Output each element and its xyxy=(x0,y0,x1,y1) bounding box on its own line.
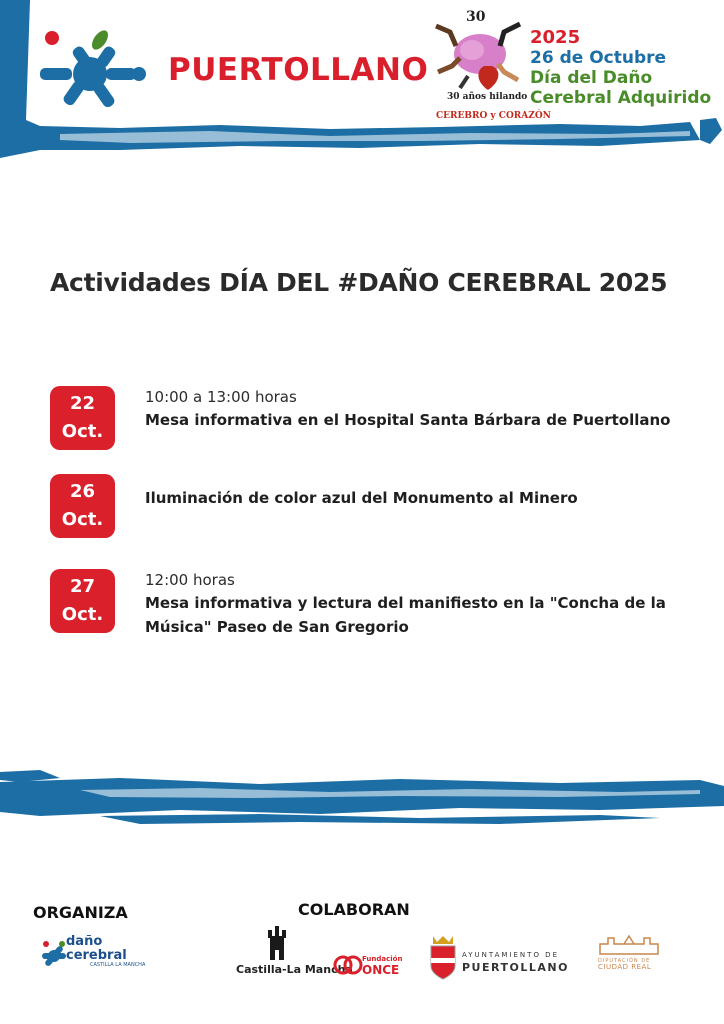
date-badge-day: 22 xyxy=(69,393,96,414)
event-time: 12:00 horas xyxy=(145,571,235,589)
event-description: Mesa informativa en el Hospital Santa Bárbara de Puertollano xyxy=(145,411,671,429)
date-badge xyxy=(50,386,115,450)
event-details xyxy=(145,569,685,639)
date-badge-day: 27 xyxy=(69,576,96,597)
fundacion-once-line2: ONCE xyxy=(362,963,400,977)
castilla-la-mancha-label: Castilla-La Mancha xyxy=(236,963,353,976)
page-title: Actividades DÍA DEL #DAÑO CEREBRAL 2025 xyxy=(50,268,668,297)
dano-cerebral-line2: cerebral xyxy=(66,948,127,963)
fundacion-once-line1: Fundación xyxy=(362,955,403,963)
event-description: Mesa informativa y lectura del manifiesto en la "Concha de la Música" Paseo de San Gregorio xyxy=(145,594,666,636)
poster-icon-number: 30 xyxy=(466,9,486,25)
date-badge-month: Oct. xyxy=(61,421,104,442)
event-name-line1: Día del Daño xyxy=(530,68,653,88)
brand-name: PUERTOLLANO xyxy=(168,52,429,88)
event-time: 10:00 a 13:00 horas xyxy=(145,388,297,406)
date-badge-day: 26 xyxy=(69,481,96,502)
event-name-line2: Cerebral Adquirido xyxy=(530,88,712,108)
poster-icon-bottom-text: CEREBRO y CORAZÓN xyxy=(436,111,551,121)
event-details xyxy=(145,386,685,432)
diputacion-building-icon xyxy=(598,934,660,956)
ayuntamiento-shield-icon xyxy=(429,934,457,980)
footer-brush-band xyxy=(0,770,724,830)
diputacion-line2: CIUDAD REAL xyxy=(598,963,652,971)
poster-icon-small-text: 30 años hilando xyxy=(447,92,528,102)
diputacion-line1: DIPUTACIÓN DE xyxy=(598,958,651,964)
event-details xyxy=(145,486,685,510)
event-date-block xyxy=(530,28,711,108)
date-badge-month: Oct. xyxy=(61,509,104,530)
fundacion-once-icon xyxy=(333,954,363,976)
event-description: Iluminación de color azul del Monumento al Minero xyxy=(145,489,578,507)
organiza-heading: ORGANIZA xyxy=(33,903,128,922)
ayuntamiento-line1: AYUNTAMIENTO DE xyxy=(462,951,559,959)
event-year: 2025 xyxy=(530,27,581,48)
event-date: 26 de Octubre xyxy=(530,48,667,68)
date-badge-month: Oct. xyxy=(61,604,104,625)
ayuntamiento-line2: PUERTOLLANO xyxy=(462,961,569,974)
dano-cerebral-line1: daño xyxy=(66,934,103,949)
puertollano-logo-icon xyxy=(38,28,152,120)
colaboran-heading: COLABORAN xyxy=(298,900,410,919)
dano-cerebral-line3: CASTILLA LA MANCHA xyxy=(90,962,146,968)
date-badge xyxy=(50,474,115,538)
castilla-la-mancha-castle-icon xyxy=(264,926,290,962)
date-badge xyxy=(50,569,115,633)
